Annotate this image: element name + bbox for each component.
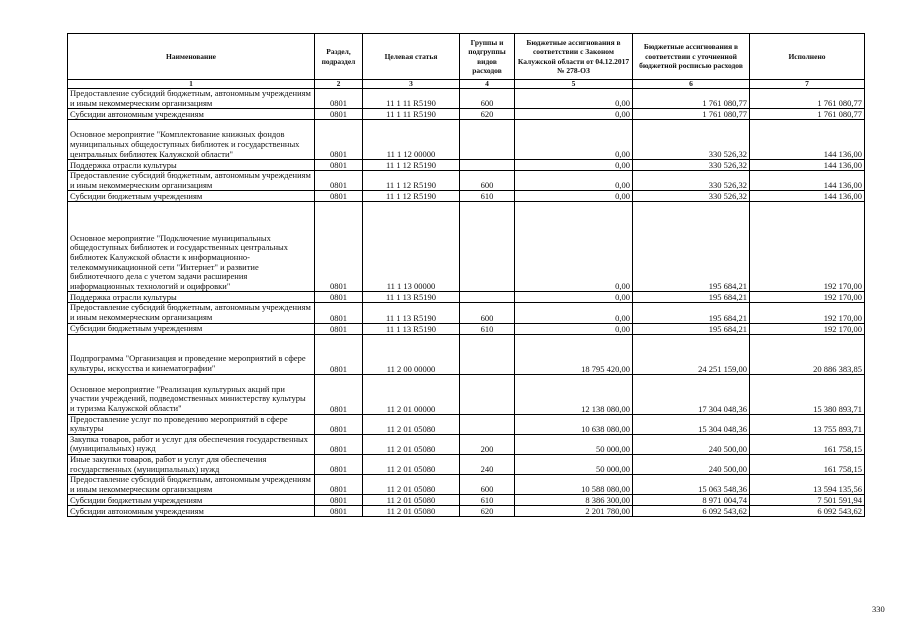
row-law-allocation: 2 201 780,00 <box>515 506 633 517</box>
header-refined-allocations: Бюджетные ассигнования в соответствии с уточненной бюджетной росписью расходов <box>633 34 750 80</box>
row-law-allocation: 0,00 <box>515 120 633 160</box>
row-refined-allocation: 17 304 048,36 <box>633 374 750 414</box>
row-executed: 144 136,00 <box>750 191 865 202</box>
column-number: 3 <box>363 80 460 89</box>
row-section: 0801 <box>315 109 363 120</box>
row-name: Поддержка отрасли культуры <box>68 292 315 303</box>
row-executed: 192 170,00 <box>750 303 865 323</box>
row-section: 0801 <box>315 120 363 160</box>
row-executed: 13 755 893,71 <box>750 414 865 434</box>
row-name: Подпрограмма "Организация и проведение мероприятий в сфере культуры, искусства и кинематографии" <box>68 334 315 374</box>
row-group: 620 <box>460 109 515 120</box>
row-executed: 6 092 543,62 <box>750 506 865 517</box>
row-article: 11 2 01 05080 <box>363 434 460 454</box>
row-name: Основное мероприятие "Комплектование книжных фондов муниципальных общедоступных библиотек и государственных центральных библиотек Калужской области" <box>68 120 315 160</box>
row-section: 0801 <box>315 202 363 292</box>
row-article: 11 1 11 R5190 <box>363 109 460 120</box>
header-row <box>68 34 865 80</box>
column-number: 5 <box>515 80 633 89</box>
row-name: Иные закупки товаров, работ и услуг для обеспечения государственных (муниципальных) нужд <box>68 454 315 474</box>
row-article: 11 1 13 R5190 <box>363 292 460 303</box>
row-law-allocation: 12 138 080,00 <box>515 374 633 414</box>
row-article: 11 1 12 R5190 <box>363 160 460 171</box>
row-name: Предоставление услуг по проведению мероприятий в сфере культуры <box>68 414 315 434</box>
column-number: 6 <box>633 80 750 89</box>
row-refined-allocation: 1 761 080,77 <box>633 109 750 120</box>
row-group: 600 <box>460 171 515 191</box>
row-group: 610 <box>460 323 515 334</box>
table-row <box>68 475 865 495</box>
row-refined-allocation: 330 526,32 <box>633 191 750 202</box>
table-row <box>68 120 865 160</box>
row-name: Субсидии автономным учреждениям <box>68 109 315 120</box>
budget-table <box>67 33 865 517</box>
row-law-allocation: 10 588 080,00 <box>515 475 633 495</box>
row-section: 0801 <box>315 374 363 414</box>
row-group: 610 <box>460 191 515 202</box>
row-section: 0801 <box>315 323 363 334</box>
row-group: 620 <box>460 506 515 517</box>
table-row <box>68 171 865 191</box>
row-executed: 1 761 080,77 <box>750 109 865 120</box>
row-refined-allocation: 240 500,00 <box>633 454 750 474</box>
row-refined-allocation: 195 684,21 <box>633 292 750 303</box>
row-article: 11 2 01 05080 <box>363 454 460 474</box>
row-law-allocation: 50 000,00 <box>515 434 633 454</box>
table-row <box>68 160 865 171</box>
row-law-allocation: 0,00 <box>515 303 633 323</box>
row-name: Основное мероприятие "Подключение муниципальных общедоступных библиотек и государственных центральных библиотек Калужской области к информационно-телекоммуникационной сети "Интернет" и развитие библиотечного дела с учетом задачи расширения информационных технологий и оцифровки" <box>68 202 315 292</box>
row-section: 0801 <box>315 334 363 374</box>
row-law-allocation: 0,00 <box>515 160 633 171</box>
table-row <box>68 506 865 517</box>
row-article: 11 2 01 00000 <box>363 374 460 414</box>
row-name: Закупка товаров, работ и услуг для обеспечения государственных (муниципальных) нужд <box>68 434 315 454</box>
row-name: Субсидии автономным учреждениям <box>68 506 315 517</box>
row-section: 0801 <box>315 434 363 454</box>
row-refined-allocation: 330 526,32 <box>633 160 750 171</box>
row-article: 11 1 12 R5190 <box>363 191 460 202</box>
column-number: 1 <box>68 80 315 89</box>
row-refined-allocation: 330 526,32 <box>633 120 750 160</box>
row-law-allocation: 0,00 <box>515 109 633 120</box>
table-row <box>68 202 865 292</box>
table-row <box>68 434 865 454</box>
row-article: 11 1 12 00000 <box>363 120 460 160</box>
header-name: Наименование <box>68 34 315 80</box>
header-executed: Исполнено <box>750 34 865 80</box>
row-name: Предоставление субсидий бюджетным, автономным учреждениям и иным некоммерческим организациям <box>68 303 315 323</box>
row-law-allocation: 0,00 <box>515 323 633 334</box>
table-row <box>68 191 865 202</box>
row-group: 200 <box>460 434 515 454</box>
row-group: 600 <box>460 303 515 323</box>
row-name: Поддержка отрасли культуры <box>68 160 315 171</box>
row-section: 0801 <box>315 292 363 303</box>
row-refined-allocation: 195 684,21 <box>633 303 750 323</box>
row-group <box>460 160 515 171</box>
row-name: Предоставление субсидий бюджетным, автономным учреждениям и иным некоммерческим организациям <box>68 475 315 495</box>
table-row <box>68 89 865 109</box>
table-row <box>68 374 865 414</box>
row-group <box>460 120 515 160</box>
row-group <box>460 202 515 292</box>
row-section: 0801 <box>315 171 363 191</box>
header-article: Целевая статья <box>363 34 460 80</box>
row-executed: 7 501 591,94 <box>750 495 865 506</box>
column-number: 4 <box>460 80 515 89</box>
row-article: 11 2 01 05080 <box>363 506 460 517</box>
table-row <box>68 303 865 323</box>
row-group: 240 <box>460 454 515 474</box>
row-group <box>460 414 515 434</box>
row-article: 11 2 00 00000 <box>363 334 460 374</box>
row-name: Субсидии бюджетным учреждениям <box>68 191 315 202</box>
row-executed: 15 380 893,71 <box>750 374 865 414</box>
row-law-allocation: 50 000,00 <box>515 454 633 474</box>
page-number: 330 <box>872 604 885 614</box>
row-executed: 13 594 135,56 <box>750 475 865 495</box>
row-section: 0801 <box>315 475 363 495</box>
table-row <box>68 414 865 434</box>
row-executed: 144 136,00 <box>750 120 865 160</box>
row-executed: 192 170,00 <box>750 323 865 334</box>
row-refined-allocation: 330 526,32 <box>633 171 750 191</box>
table-row <box>68 323 865 334</box>
row-law-allocation: 0,00 <box>515 171 633 191</box>
row-article: 11 2 01 05080 <box>363 495 460 506</box>
row-article: 11 2 01 05080 <box>363 414 460 434</box>
row-group <box>460 334 515 374</box>
row-section: 0801 <box>315 89 363 109</box>
row-law-allocation: 10 638 080,00 <box>515 414 633 434</box>
row-article: 11 1 12 R5190 <box>363 171 460 191</box>
row-refined-allocation: 15 063 548,36 <box>633 475 750 495</box>
row-group: 610 <box>460 495 515 506</box>
header-group: Группы и подгруппы видов расходов <box>460 34 515 80</box>
row-section: 0801 <box>315 160 363 171</box>
row-law-allocation: 0,00 <box>515 191 633 202</box>
table-row <box>68 495 865 506</box>
row-refined-allocation: 195 684,21 <box>633 323 750 334</box>
table-body <box>68 89 865 517</box>
row-name: Субсидии бюджетным учреждениям <box>68 323 315 334</box>
row-name: Субсидии бюджетным учреждениям <box>68 495 315 506</box>
row-group: 600 <box>460 89 515 109</box>
column-number: 7 <box>750 80 865 89</box>
row-law-allocation: 0,00 <box>515 89 633 109</box>
column-numbers-row <box>68 80 865 89</box>
column-number: 2 <box>315 80 363 89</box>
row-name: Основное мероприятие "Реализация культурных акций при участии учреждений, подведомственных министерству культуры и туризма Калужской области" <box>68 374 315 414</box>
row-section: 0801 <box>315 303 363 323</box>
row-section: 0801 <box>315 414 363 434</box>
table-row <box>68 454 865 474</box>
row-executed: 192 170,00 <box>750 292 865 303</box>
row-executed: 144 136,00 <box>750 160 865 171</box>
row-refined-allocation: 1 761 080,77 <box>633 89 750 109</box>
row-executed: 144 136,00 <box>750 171 865 191</box>
row-refined-allocation: 240 500,00 <box>633 434 750 454</box>
row-executed: 161 758,15 <box>750 434 865 454</box>
table-row <box>68 109 865 120</box>
row-group <box>460 374 515 414</box>
header-section: Раздел, подраздел <box>315 34 363 80</box>
row-section: 0801 <box>315 454 363 474</box>
row-executed: 161 758,15 <box>750 454 865 474</box>
header-law-allocations: Бюджетные ассигнования в соответствии с Законом Калужской области от 04.12.2017 № 278-ОЗ <box>515 34 633 80</box>
row-refined-allocation: 15 304 048,36 <box>633 414 750 434</box>
row-refined-allocation: 195 684,21 <box>633 202 750 292</box>
row-refined-allocation: 24 251 159,00 <box>633 334 750 374</box>
row-article: 11 1 13 R5190 <box>363 323 460 334</box>
row-law-allocation: 0,00 <box>515 202 633 292</box>
table-row <box>68 292 865 303</box>
row-executed: 20 886 383,85 <box>750 334 865 374</box>
row-article: 11 1 13 R5190 <box>363 303 460 323</box>
row-section: 0801 <box>315 191 363 202</box>
row-article: 11 2 01 05080 <box>363 475 460 495</box>
row-article: 11 1 11 R5190 <box>363 89 460 109</box>
row-group <box>460 292 515 303</box>
row-name: Предоставление субсидий бюджетным, автономным учреждениям и иным некоммерческим организациям <box>68 171 315 191</box>
row-executed: 1 761 080,77 <box>750 89 865 109</box>
row-executed: 192 170,00 <box>750 202 865 292</box>
row-law-allocation: 18 795 420,00 <box>515 334 633 374</box>
row-section: 0801 <box>315 495 363 506</box>
row-article: 11 1 13 00000 <box>363 202 460 292</box>
table-row <box>68 334 865 374</box>
row-law-allocation: 0,00 <box>515 292 633 303</box>
row-law-allocation: 8 386 300,00 <box>515 495 633 506</box>
row-refined-allocation: 8 971 004,74 <box>633 495 750 506</box>
row-section: 0801 <box>315 506 363 517</box>
row-name: Предоставление субсидий бюджетным, автономным учреждениям и иным некоммерческим организациям <box>68 89 315 109</box>
row-group: 600 <box>460 475 515 495</box>
row-refined-allocation: 6 092 543,62 <box>633 506 750 517</box>
